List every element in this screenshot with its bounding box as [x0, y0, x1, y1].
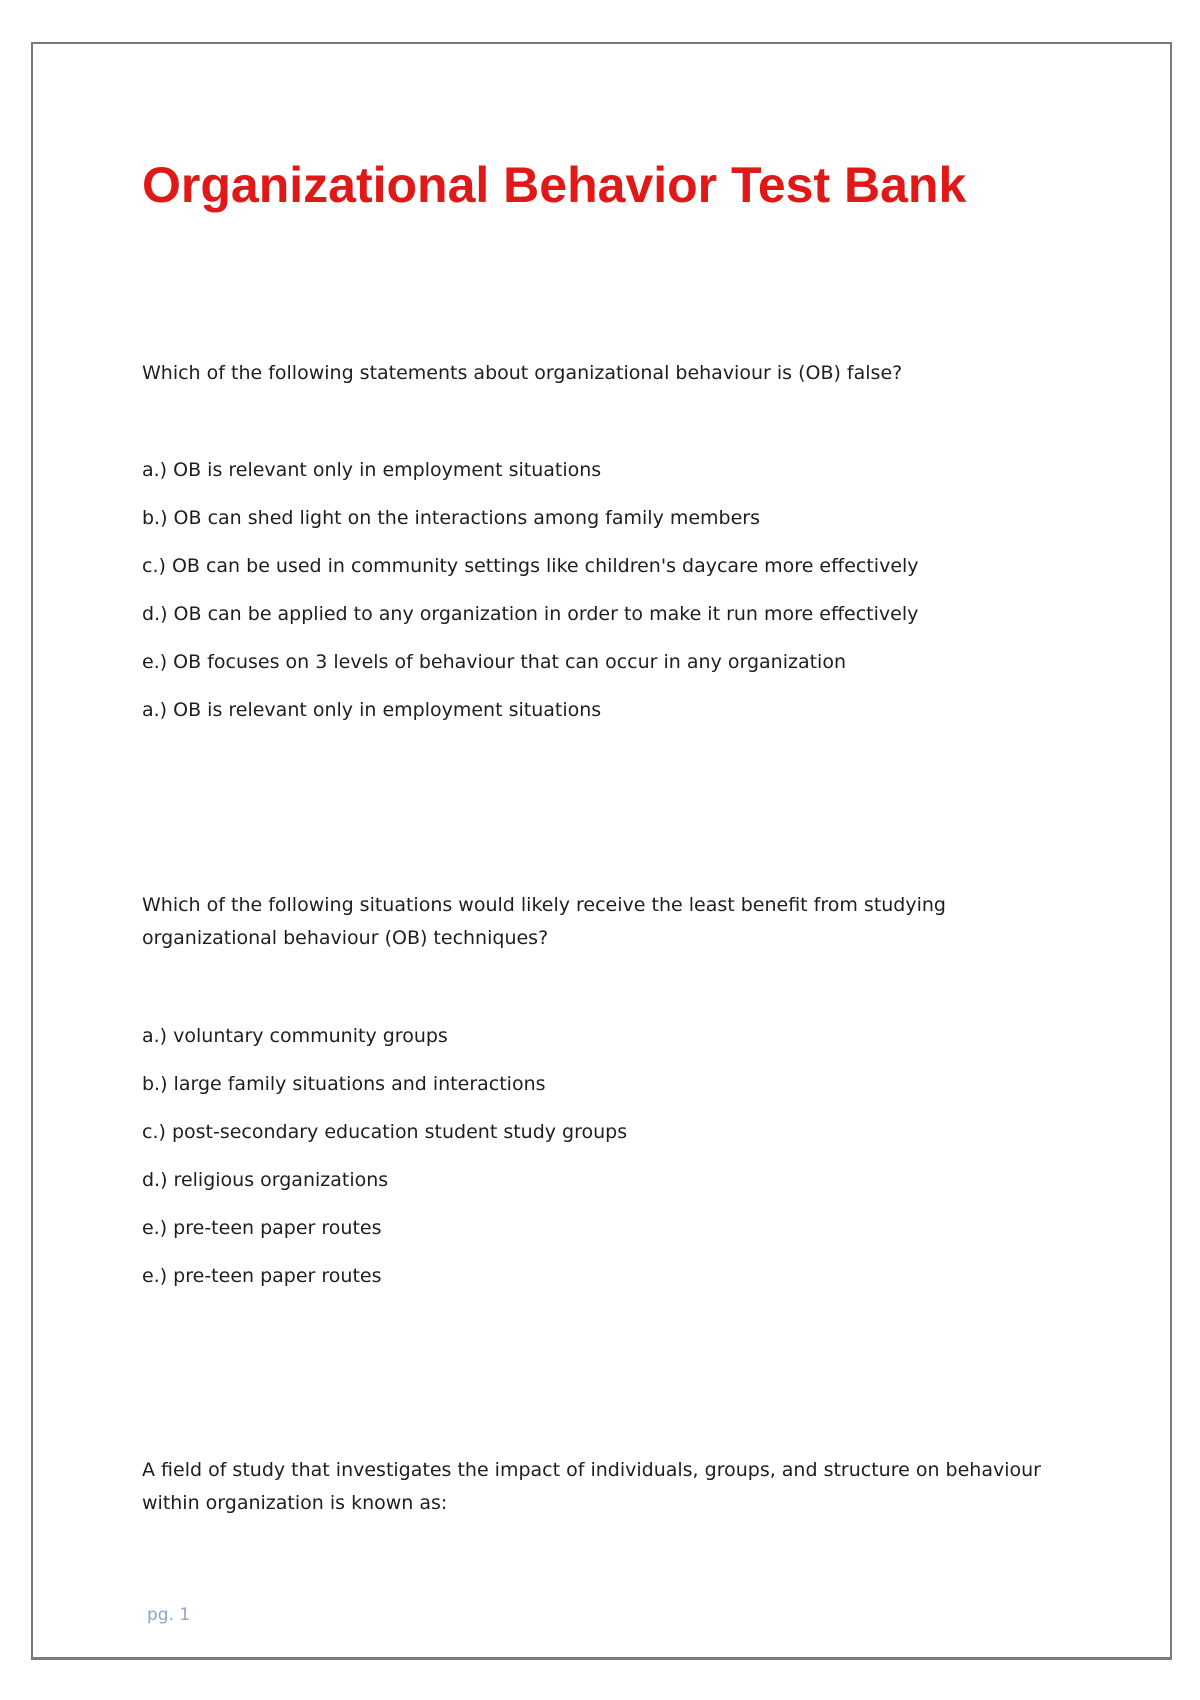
- question-1-option-c: c.) OB can be used in community settings like children's daycare more effectively: [142, 555, 919, 577]
- page-frame: [31, 42, 1172, 1660]
- question-2-option-e: e.) pre-teen paper routes: [142, 1217, 382, 1239]
- question-2-text: Which of the following situations would likely receive the least benefit from studying organizational behaviour (OB) techniques?: [142, 894, 946, 949]
- question-2-answer: e.) pre-teen paper routes: [142, 1265, 382, 1287]
- question-1-text: Which of the following statements about organizational behaviour is (OB) false?: [142, 362, 903, 384]
- question-2-option-a: a.) voluntary community groups: [142, 1025, 448, 1047]
- document-title: Organizational Behavior Test Bank: [142, 157, 967, 213]
- question-3-text: A field of study that investigates the impact of individuals, groups, and structure on behaviour within organization is known as:: [142, 1459, 1041, 1514]
- question-2-option-c: c.) post-secondary education student study groups: [142, 1121, 628, 1143]
- question-1-option-a: a.) OB is relevant only in employment situations: [142, 459, 602, 481]
- page-number: pg. 1: [147, 1605, 191, 1625]
- question-1-answer: a.) OB is relevant only in employment situations: [142, 699, 602, 721]
- question-1-option-d: d.) OB can be applied to any organization in order to make it run more effectively: [142, 603, 919, 625]
- question-2-option-d: d.) religious organizations: [142, 1169, 389, 1191]
- question-2-option-b: b.) large family situations and interactions: [142, 1073, 546, 1095]
- question-1-option-b: b.) OB can shed light on the interactions among family members: [142, 507, 761, 529]
- question-1-option-e: e.) OB focuses on 3 levels of behaviour that can occur in any organization: [142, 651, 846, 673]
- question-1-options: [142, 446, 919, 734]
- question-2-options: [142, 1012, 627, 1300]
